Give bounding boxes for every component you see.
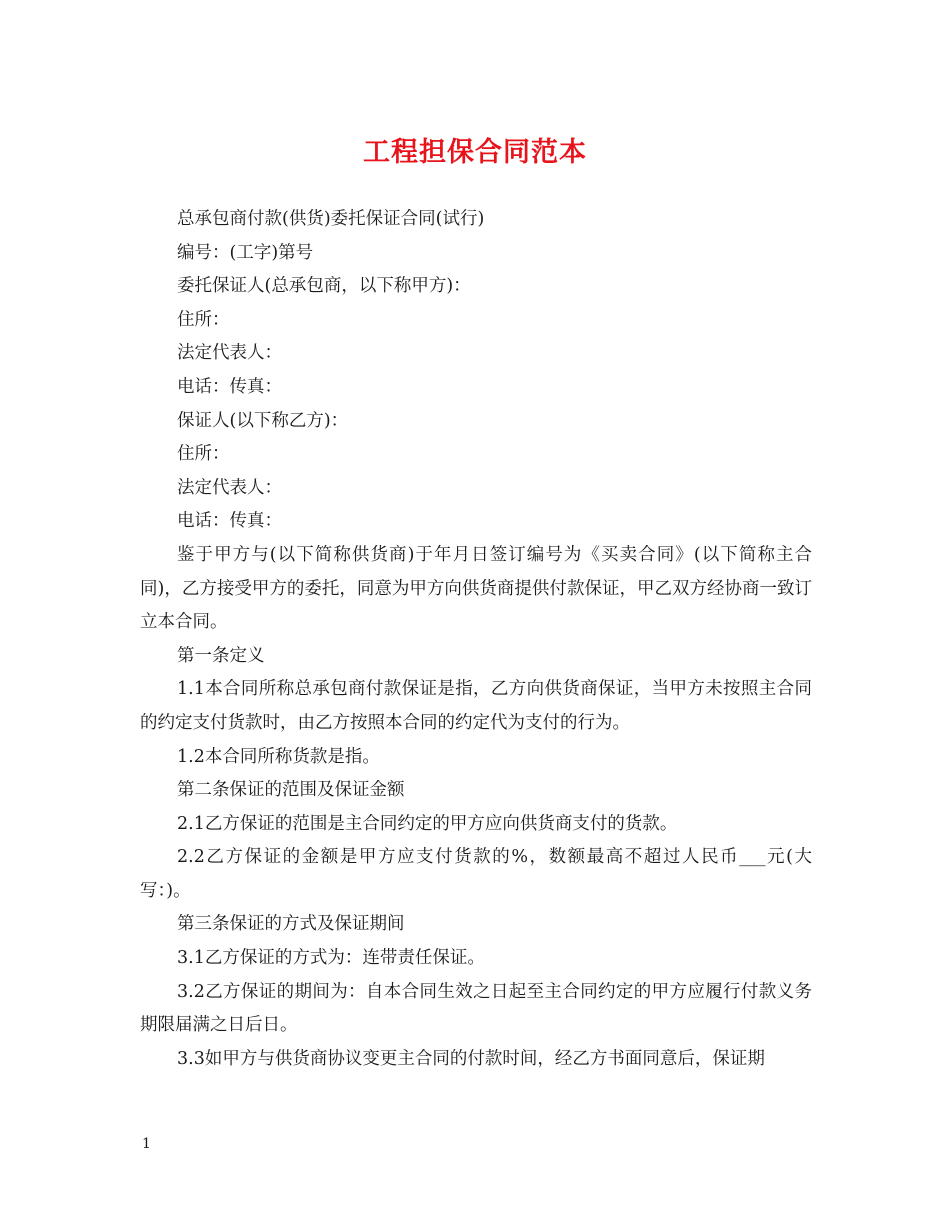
paragraph-number: 编号：(工字)第号	[177, 242, 314, 263]
paragraph-party-a-phone: 电话：传真：	[177, 376, 282, 397]
paragraph-party-a-representative: 法定代表人：	[177, 343, 282, 364]
paragraph-clause-1-1: 1.1本合同所称总承包商付款保证是指，乙方向供货商保证，当甲方未按照主合同的约定支付货款时，由乙方按照本合同的约定代为支付的行为。	[140, 679, 812, 733]
paragraph-article-1-heading: 第一条定义	[177, 645, 265, 666]
paragraph-contract-name: 总承包商付款(供货)委托保证合同(试行)	[177, 209, 485, 229]
paragraph-article-2-heading: 第二条保证的范围及保证金额	[177, 780, 405, 801]
paragraph-party-b-phone: 电话：传真：	[177, 511, 282, 532]
paragraph-clause-3-2: 3.2乙方保证的期间为：自本合同生效之日起至主合同约定的甲方应履行付款义务期限届满之日后日。	[140, 981, 812, 1036]
paragraph-clause-3-1: 3.1乙方保证的方式为：连带责任保证。	[177, 948, 485, 969]
paragraph-party-a: 委托保证人(总承包商，以下称甲方)：	[177, 276, 471, 297]
document-body	[140, 203, 812, 1076]
paragraph-party-b-address: 住所：	[177, 444, 230, 465]
paragraph-party-b-representative: 法定代表人：	[177, 477, 282, 498]
paragraph-clause-1-2: 1.2本合同所称货款是指。	[177, 746, 380, 767]
paragraph-clause-2-2: 2.2乙方保证的金额是甲方应支付货款的%，数额最高不超过人民币___元(大写：)。	[140, 847, 812, 901]
document-title: 工程担保合同范本	[363, 137, 587, 168]
paragraph-article-3-heading: 第三条保证的方式及保证期间	[177, 914, 405, 935]
paragraph-preamble: 鉴于甲方与(以下简称供货商)于年月日签订编号为《买卖合同》(以下简称主合同)，乙方接受甲方的委托，同意为甲方向供货商提供付款保证，甲乙双方经协商一致订立本合同。	[140, 544, 812, 633]
paragraph-party-b: 保证人(以下称乙方)：	[177, 410, 349, 431]
page-number: 1	[142, 1136, 151, 1152]
paragraph-clause-2-1: 2.1乙方保证的范围是主合同约定的甲方应向供货商支付的货款。	[177, 813, 678, 834]
paragraph-clause-3-3: 3.3如甲方与供货商协议变更主合同的付款时间，经乙方书面同意后，保证期	[177, 1048, 765, 1069]
paragraph-party-a-address: 住所：	[177, 309, 230, 330]
